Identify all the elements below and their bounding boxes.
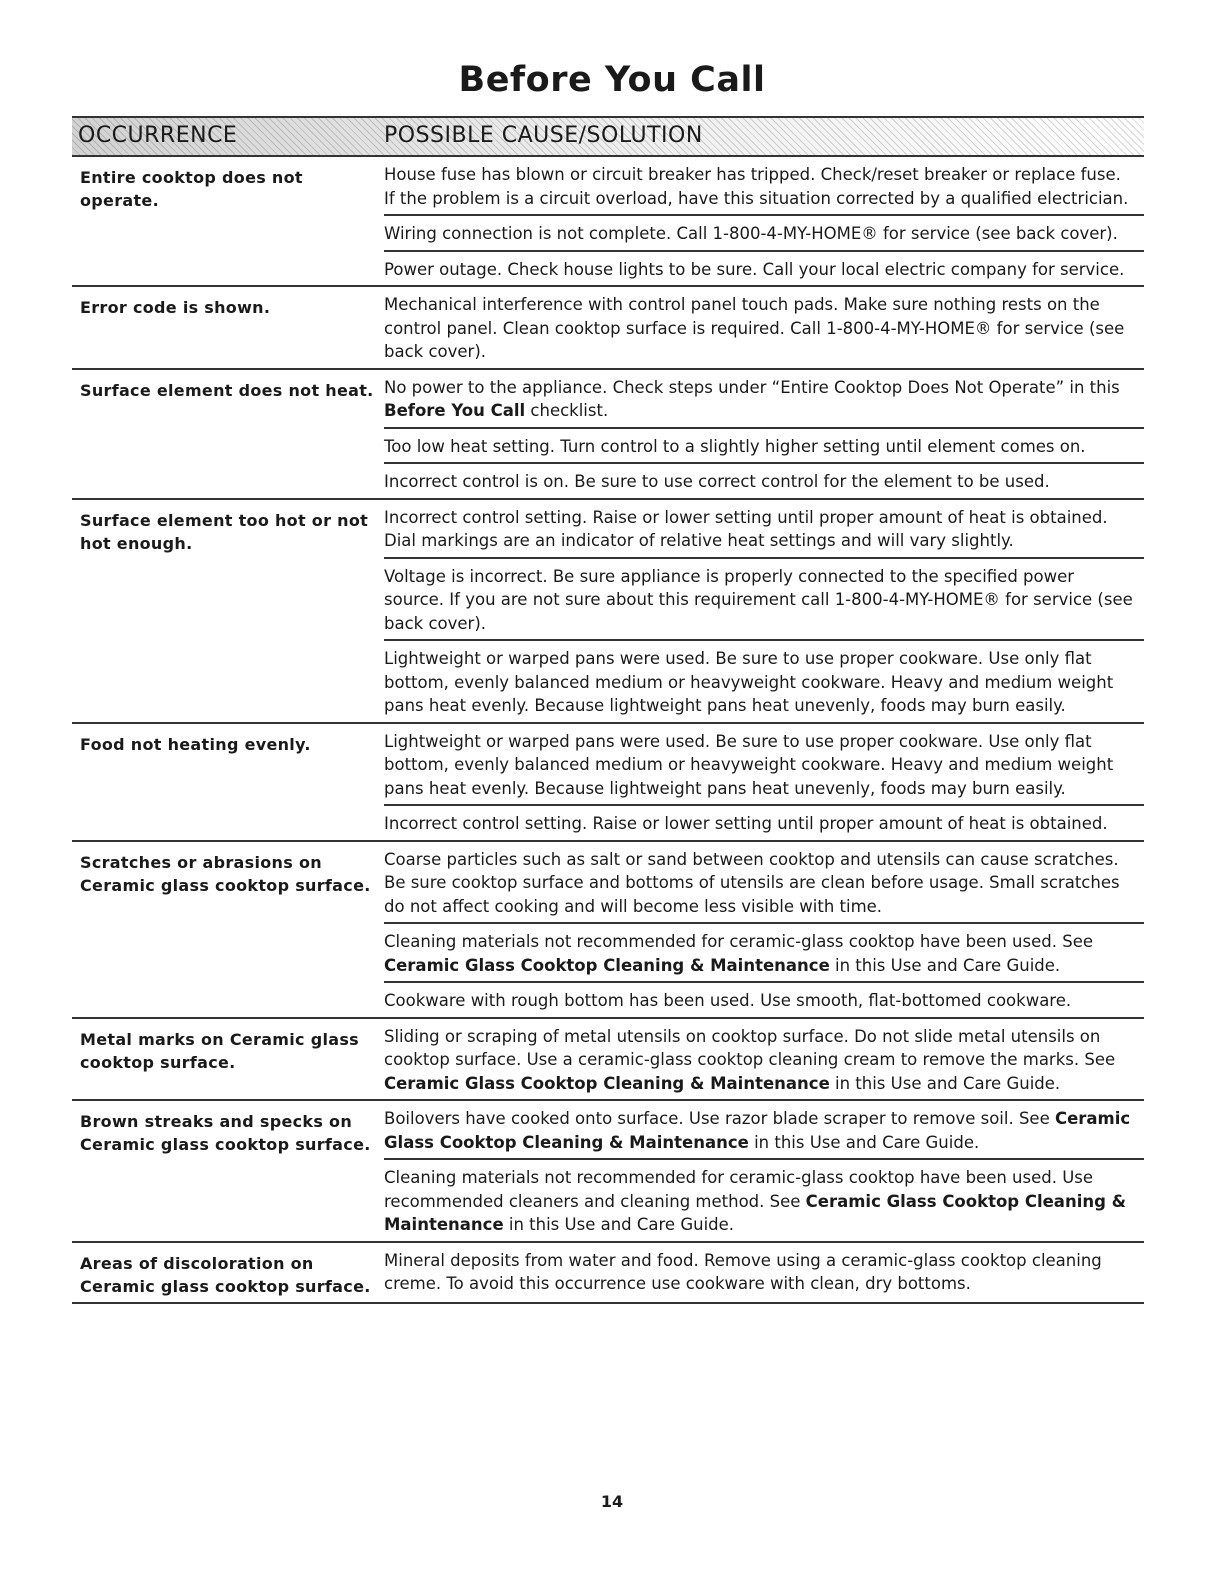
- solutions-cell: [384, 1243, 1144, 1302]
- occurrence-cell: Metal marks on Ceramic glass cooktop surface.: [80, 1029, 359, 1072]
- solutions-cell: [384, 1019, 1144, 1100]
- solution-item: [384, 1160, 1144, 1241]
- solution-text: Incorrect control is on. Be sure to use correct control for the element to be used.: [384, 472, 1050, 491]
- table-body: [72, 157, 1144, 1304]
- solution-text: Mechanical interference with control panel touch pads. Make sure nothing rests on the control panel. Clean cooktop surface is required. Call 1-800-4-MY-HOME® for service (see back cover).: [384, 295, 1125, 361]
- table-row: [72, 287, 1144, 370]
- occurrence-header: OCCURRENCE: [78, 123, 238, 148]
- solution-text: House fuse has blown or circuit breaker has tripped. Check/reset breaker or replace fuse. If the problem is a circuit overload, have this situation corrected by a qualified electrician.: [384, 165, 1129, 208]
- solution-item: [384, 641, 1144, 722]
- solution-bold-text: Ceramic Glass Cooktop Cleaning & Maintenance: [384, 1109, 1131, 1152]
- solution-item: [384, 983, 1144, 1017]
- solution-text: in this Use and Care Guide.: [829, 1073, 1061, 1093]
- table-row: [72, 724, 1144, 842]
- solution-item: [384, 429, 1144, 465]
- solution-item: [384, 842, 1144, 925]
- solutions-cell: [384, 842, 1144, 1017]
- table-row: [72, 157, 1144, 287]
- occurrence-cell: Surface element does not heat.: [80, 380, 374, 400]
- solution-item: [384, 500, 1144, 559]
- solution-text: Sliding or scraping of metal utensils on cooktop surface. Do not slide metal utensils on cooktop surface. Use a ceramic-glass cooktop cleaning cream to remove the marks. See: [384, 1026, 1116, 1069]
- solutions-cell: [384, 370, 1144, 498]
- solution-item: [384, 559, 1144, 642]
- solution-item: [384, 157, 1144, 216]
- solution-text: Lightweight or warped pans were used. Be sure to use proper cookware. Use only flat bottom, evenly balanced medium or heavyweight cookware. Heavy and medium weight pans heat evenly. Because lightweight pans heat unevenly, foods may burn easily.: [384, 731, 1114, 798]
- occurrence-cell: Error code is shown.: [80, 298, 271, 317]
- solution-text: Cleaning materials not recommended for ceramic-glass cooktop have been used. See: [384, 932, 1093, 951]
- solution-text: Boilovers have cooked onto surface. Use razor blade scraper to remove soil. See: [384, 1109, 1055, 1128]
- troubleshooting-table: [72, 116, 1144, 1304]
- occurrence-cell: Surface element too hot or not hot enough.: [80, 510, 369, 553]
- solution-text: in this Use and Care Guide.: [829, 955, 1061, 975]
- solution-text: Too low heat setting. Turn control to a slightly higher setting until element comes on.: [384, 436, 1086, 456]
- solution-text: in this Use and Care Guide.: [748, 1132, 980, 1152]
- solution-bold-text: Ceramic Glass Cooktop Cleaning & Maintenance: [384, 955, 830, 975]
- table-row: [72, 1101, 1144, 1243]
- table-row: [72, 500, 1144, 724]
- solution-text: Voltage is incorrect. Be sure appliance is properly connected to the specified power source. If you are not sure about this requirement call 1-800-4-MY-HOME® for service (see back cover).: [384, 566, 1133, 633]
- solution-item: [384, 1101, 1144, 1160]
- page-title: Before You Call: [458, 60, 766, 100]
- solutions-cell: [384, 1101, 1144, 1241]
- table-row: [72, 1019, 1144, 1102]
- solution-item: [384, 1019, 1144, 1100]
- solution-item: [384, 924, 1144, 983]
- solution-bold-text: Before You Call: [384, 401, 526, 420]
- occurrence-cell: Brown streaks and specks on Ceramic glass cooktop surface.: [80, 1112, 371, 1154]
- page-number: 14: [600, 1492, 624, 1511]
- table-row: [72, 842, 1144, 1019]
- solution-item: [384, 806, 1144, 840]
- solutions-cell: [384, 724, 1144, 840]
- solution-text: Coarse particles such as salt or sand between cooktop and utensils can cause scratches. Be sure cooktop surface and bottoms of utensils are clean before usage. Small scratches do not affect cooking and will become less visible with time.: [384, 849, 1120, 916]
- solution-item: [384, 464, 1144, 498]
- solution-text: in this Use and Care Guide.: [503, 1215, 735, 1234]
- solution-text: No power to the appliance. Check steps under “Entire Cooktop Does Not Operate” in this: [384, 377, 1120, 397]
- solution-item: [384, 724, 1144, 807]
- occurrence-cell: Food not heating evenly.: [80, 734, 311, 754]
- solutions-cell: [384, 287, 1144, 368]
- solution-text: checklist.: [525, 401, 609, 420]
- occurrence-cell: Areas of discoloration on Ceramic glass cooktop surface.: [80, 1253, 371, 1296]
- solution-text: Wiring connection is not complete. Call 1-800-4-MY-HOME® for service (see back cover).: [384, 224, 1118, 243]
- table-header: [72, 116, 1144, 157]
- solution-bold-text: Ceramic Glass Cooktop Cleaning & Maintenance: [384, 1073, 830, 1093]
- solution-header: POSSIBLE CAUSE/SOLUTION: [384, 123, 703, 148]
- solution-bold-text: Ceramic Glass Cooktop Cleaning & Maintenance: [384, 1191, 1127, 1234]
- solution-text: Lightweight or warped pans were used. Be sure to use proper cookware. Use only flat bottom, evenly balanced medium or heavyweight cookware. Heavy and medium weight pans heat evenly. Because lightweight pans heat unevenly, foods may burn easily.: [384, 649, 1114, 715]
- table-row: [72, 1243, 1144, 1304]
- solution-text: Mineral deposits from water and food. Remove using a ceramic-glass cooktop cleaning creme. To avoid this occurrence use cookware with clean, dry bottoms.: [384, 1250, 1102, 1293]
- solution-text: Cookware with rough bottom has been used. Use smooth, flat-bottomed cookware.: [384, 991, 1072, 1010]
- solution-text: Power outage. Check house lights to be sure. Call your local electric company for service.: [384, 259, 1125, 279]
- occurrence-cell: Entire cooktop does not operate.: [80, 168, 303, 210]
- occurrence-cell: Scratches or abrasions on Ceramic glass cooktop surface.: [80, 852, 371, 895]
- solutions-cell: [384, 157, 1144, 285]
- solution-item: [384, 370, 1144, 429]
- table-row: [72, 370, 1144, 500]
- solution-item: [384, 216, 1144, 252]
- solution-text: Incorrect control setting. Raise or lower setting until proper amount of heat is obtained. Dial markings are an indicator of relative heat settings and will vary slightly.: [384, 507, 1108, 550]
- solution-text: Cleaning materials not recommended for ceramic-glass cooktop have been used. Use recommended cleaners and cleaning method. See: [384, 1168, 1094, 1211]
- solution-text: Incorrect control setting. Raise or lower setting until proper amount of heat is obtained.: [384, 814, 1108, 833]
- solutions-cell: [384, 500, 1144, 722]
- solution-item: [384, 252, 1144, 286]
- solution-item: [384, 287, 1144, 368]
- solution-item: [384, 1243, 1144, 1300]
